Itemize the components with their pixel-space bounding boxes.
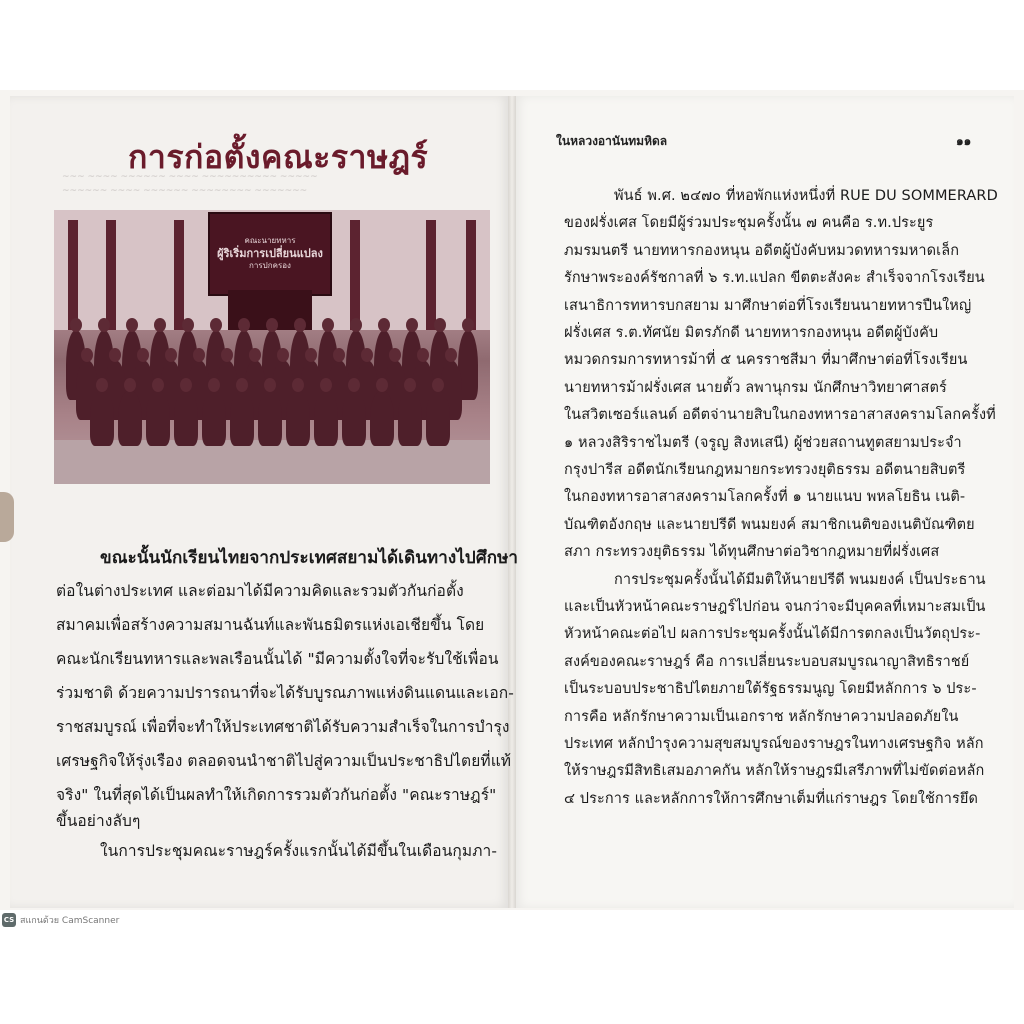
person-head xyxy=(210,318,222,332)
person-head xyxy=(165,348,177,362)
running-head: ในหลวงอานันทมหิดล xyxy=(556,134,668,148)
person-head xyxy=(389,348,401,362)
person-head xyxy=(277,348,289,362)
scanner-watermark-text: สแกนด้วย CamScanner xyxy=(20,916,120,926)
camscanner-logo-icon: CS xyxy=(2,913,16,927)
historical-group-photo xyxy=(54,210,490,484)
body-line: หัวหน้าคณะต่อไป ผลการประชุมครั้งนั้นได้มีการตกลงเป็นวัตถุประ- xyxy=(564,626,981,642)
body-line: สมาคมเพื่อสร้างความสมานฉันท์และพันธมิตรแห่งเอเชียขึ้น โดย xyxy=(56,616,485,634)
person-figure xyxy=(342,390,366,446)
person-head xyxy=(98,318,110,332)
person-head xyxy=(180,378,192,392)
body-line: พันธ์ พ.ศ. ๒๔๗๐ ที่หอพักแห่งหนึ่งที่ RUE DU SOMMERARD xyxy=(614,188,998,204)
person-head xyxy=(350,318,362,332)
person-head xyxy=(154,318,166,332)
person-head xyxy=(434,318,446,332)
body-line: สงค์ของคณะราษฎร์ คือ การเปลี่ยนระบอบสมบูรณาญาสิทธิราชย์ xyxy=(564,654,970,670)
body-line: ราชสมบูรณ์ เพื่อที่จะทำให้ประเทศชาติได้รับความสำเร็จในการบำรุง xyxy=(56,718,510,736)
body-line: หมวดกรมการทหารม้าที่ ๕ นครราชสีมา ที่มาศึกษาต่อที่โรงเรียน xyxy=(564,352,968,368)
person-head xyxy=(109,348,121,362)
person-head xyxy=(264,378,276,392)
body-line: ประเทศ หลักบำรุงความสุขสมบูรณ์ของราษฎรในทางเศรษฐกิจ หลัก xyxy=(564,736,984,752)
person-head xyxy=(182,318,194,332)
person-figure xyxy=(202,390,226,446)
person-head xyxy=(266,318,278,332)
person-head xyxy=(417,348,429,362)
person-head xyxy=(305,348,317,362)
person-head xyxy=(404,378,416,392)
person-head xyxy=(236,378,248,392)
body-line: เป็นระบอบประชาธิปไตยภายใต้รัฐธรรมนูญ โดยมีหลักการ ๖ ประ- xyxy=(564,681,977,697)
person-head xyxy=(348,378,360,392)
person-figure xyxy=(370,390,394,446)
body-line: นายทหารม้าฝรั่งเศส นายตั้ว ลพานุกรม นักศึกษาวิทยาศาสตร์ xyxy=(564,380,947,396)
thumb-edge xyxy=(0,492,14,542)
person-figure xyxy=(398,390,422,446)
person-figure xyxy=(426,390,450,446)
person-head xyxy=(445,348,457,362)
person-head xyxy=(137,348,149,362)
page-title: การก่อตั้งคณะราษฎร์ xyxy=(128,138,429,176)
bleed-through-text: ~~~~~~ ~~~~ ~~~~~~ ~~~~~~~~ ~~~~~~~ xyxy=(62,186,308,196)
body-line: ๑ หลวงสิริราชไมตรี (จรูญ สิงหเสนี) ผู้ช่วยสถานทูตสยามประจำ xyxy=(564,435,962,451)
person-head xyxy=(333,348,345,362)
body-line: กรุงปารีส อดีตนักเรียนกฎหมายกระทรวงยุติธรรม อดีตนายสิบตรี xyxy=(564,462,966,478)
body-line: ในกองทหารอาสาสงครามโลกครั้งที่ ๑ นายแนบ พหลโยธิน เนติ- xyxy=(564,489,966,505)
photo-sign-line2: ผู้ริเริ่มการเปลี่ยนแปลง xyxy=(217,246,323,260)
photo-sign-line3: การปกครอง xyxy=(249,261,291,271)
body-line: รักษาพระองค์รัชกาลที่ ๖ ร.ท.แปลก ขีตตะสังคะ สำเร็จจากโรงเรียน xyxy=(564,270,985,286)
body-line: เศรษฐกิจให้รุ่งเรือง ตลอดจนนำชาติไปสู่ความเป็นประชาธิปไตยที่แท้ xyxy=(56,752,512,770)
body-line: ขึ้นอย่างลับๆ xyxy=(56,812,141,830)
photo-column xyxy=(466,220,476,330)
person-head xyxy=(292,378,304,392)
person-head xyxy=(124,378,136,392)
person-head xyxy=(322,318,334,332)
body-line: ให้ราษฎรมีสิทธิเสมอภาคกัน หลักให้ราษฎรมีเสรีภาพที่ไม่ขัดต่อหลัก xyxy=(564,763,985,779)
person-figure xyxy=(286,390,310,446)
body-line: จริง" ในที่สุดได้เป็นผลทำให้เกิดการรวมตัวกันก่อตั้ง "คณะราษฎร์" xyxy=(56,786,497,804)
body-line: ฝรั่งเศส ร.ต.ทัศนัย มิตรภักดี นายทหารกองหนุน อดีตผู้บังคับ xyxy=(564,325,939,341)
person-head xyxy=(432,378,444,392)
person-figure xyxy=(90,390,114,446)
person-head xyxy=(249,348,261,362)
person-head xyxy=(70,318,82,332)
person-figure xyxy=(314,390,338,446)
photo-column xyxy=(350,220,360,330)
bleed-through-text: ~~~ ~~~~ ~~~~~~ ~~~~ ~~~~~~~~~~ ~~~~~ xyxy=(62,172,318,182)
person-head xyxy=(376,378,388,392)
person-figure xyxy=(230,390,254,446)
person-head xyxy=(238,318,250,332)
person-head xyxy=(208,378,220,392)
body-line: ภมรมนตรี นายทหารกองหนุน อดีตผู้บังคับหมวดทหารมหาดเล็ก xyxy=(564,243,960,259)
person-head xyxy=(96,378,108,392)
photo-column xyxy=(68,220,78,330)
body-line: ในการประชุมคณะราษฎร์ครั้งแรกนั้นได้มีขึ้นในเดือนกุมภา- xyxy=(100,842,498,860)
photo-column xyxy=(426,220,436,330)
body-line: ของฝรั่งเศส โดยมีผู้ร่วมประชุมครั้งนั้น ๗ คนคือ ร.ท.ประยูร xyxy=(564,215,934,231)
person-head xyxy=(406,318,418,332)
body-line: สภา กระทรวงยุติธรรม ได้ทุนศึกษาต่อวิชากฎหมายที่ฝรั่งเศส xyxy=(564,544,940,560)
body-line: บัณฑิตอังกฤษ และนายปรีดี พนมยงค์ สมาชิกเนติของเนติบัณฑิตย xyxy=(564,517,975,533)
body-line: ๔ ประการ และหลักการให้การศึกษาเต็มที่แก่ราษฎร โดยใช้การยึด xyxy=(564,791,979,807)
body-line: ขณะนั้นนักเรียนไทยจากประเทศสยามได้เดินทางไปศึกษา xyxy=(100,548,519,568)
body-line: เสนาธิการทหารบกสยาม มาศึกษาต่อที่โรงเรียนนายทหารปืนใหญ่ xyxy=(564,298,972,314)
photo-ground xyxy=(54,440,490,484)
scanner-watermark xyxy=(2,912,119,928)
person-head xyxy=(126,318,138,332)
photo-column xyxy=(174,220,184,330)
person-head xyxy=(152,378,164,392)
body-line: ในสวิตเซอร์แลนด์ อดีตจ่านายสิบในกองทหารอาสาสงครามโลกครั้งที่ xyxy=(564,407,996,423)
photo-column xyxy=(106,220,116,330)
body-line: คณะนักเรียนทหารและพลเรือนนั้นได้ "มีความตั้งใจที่จะรับใช้เพื่อน xyxy=(56,650,499,668)
page-number: ๑๑ xyxy=(956,134,972,148)
person-figure xyxy=(146,390,170,446)
person-head xyxy=(81,348,93,362)
person-figure xyxy=(258,390,282,446)
person-head xyxy=(221,348,233,362)
person-head xyxy=(462,318,474,332)
body-line: การประชุมครั้งนั้นได้มีมติให้นายปรีดี พนมยงค์ เป็นประธาน xyxy=(614,572,986,588)
body-line: การคือ หลักรักษาความเป็นเอกราช หลักรักษาความปลอดภัยใน xyxy=(564,709,959,725)
person-head xyxy=(378,318,390,332)
person-head xyxy=(320,378,332,392)
person-figure xyxy=(174,390,198,446)
person-head xyxy=(193,348,205,362)
photo-sign-line1: คณะนายทหาร xyxy=(244,236,296,246)
person-head xyxy=(361,348,373,362)
body-line: และเป็นหัวหน้าคณะราษฎร์ไปก่อน จนกว่าจะมีบุคคลที่เหมาะสมเป็น xyxy=(564,599,986,615)
book-gutter xyxy=(508,96,516,908)
body-line: ต่อในต่างประเทศ และต่อมาได้มีความคิดและรวมตัวกันก่อตั้ง xyxy=(56,582,464,600)
person-head xyxy=(294,318,306,332)
photo-sign xyxy=(208,212,332,296)
body-line: ร่วมชาติ ด้วยความปรารถนาที่จะได้รับบูรณภาพแห่งดินแดนและเอก- xyxy=(56,684,514,702)
person-figure xyxy=(118,390,142,446)
